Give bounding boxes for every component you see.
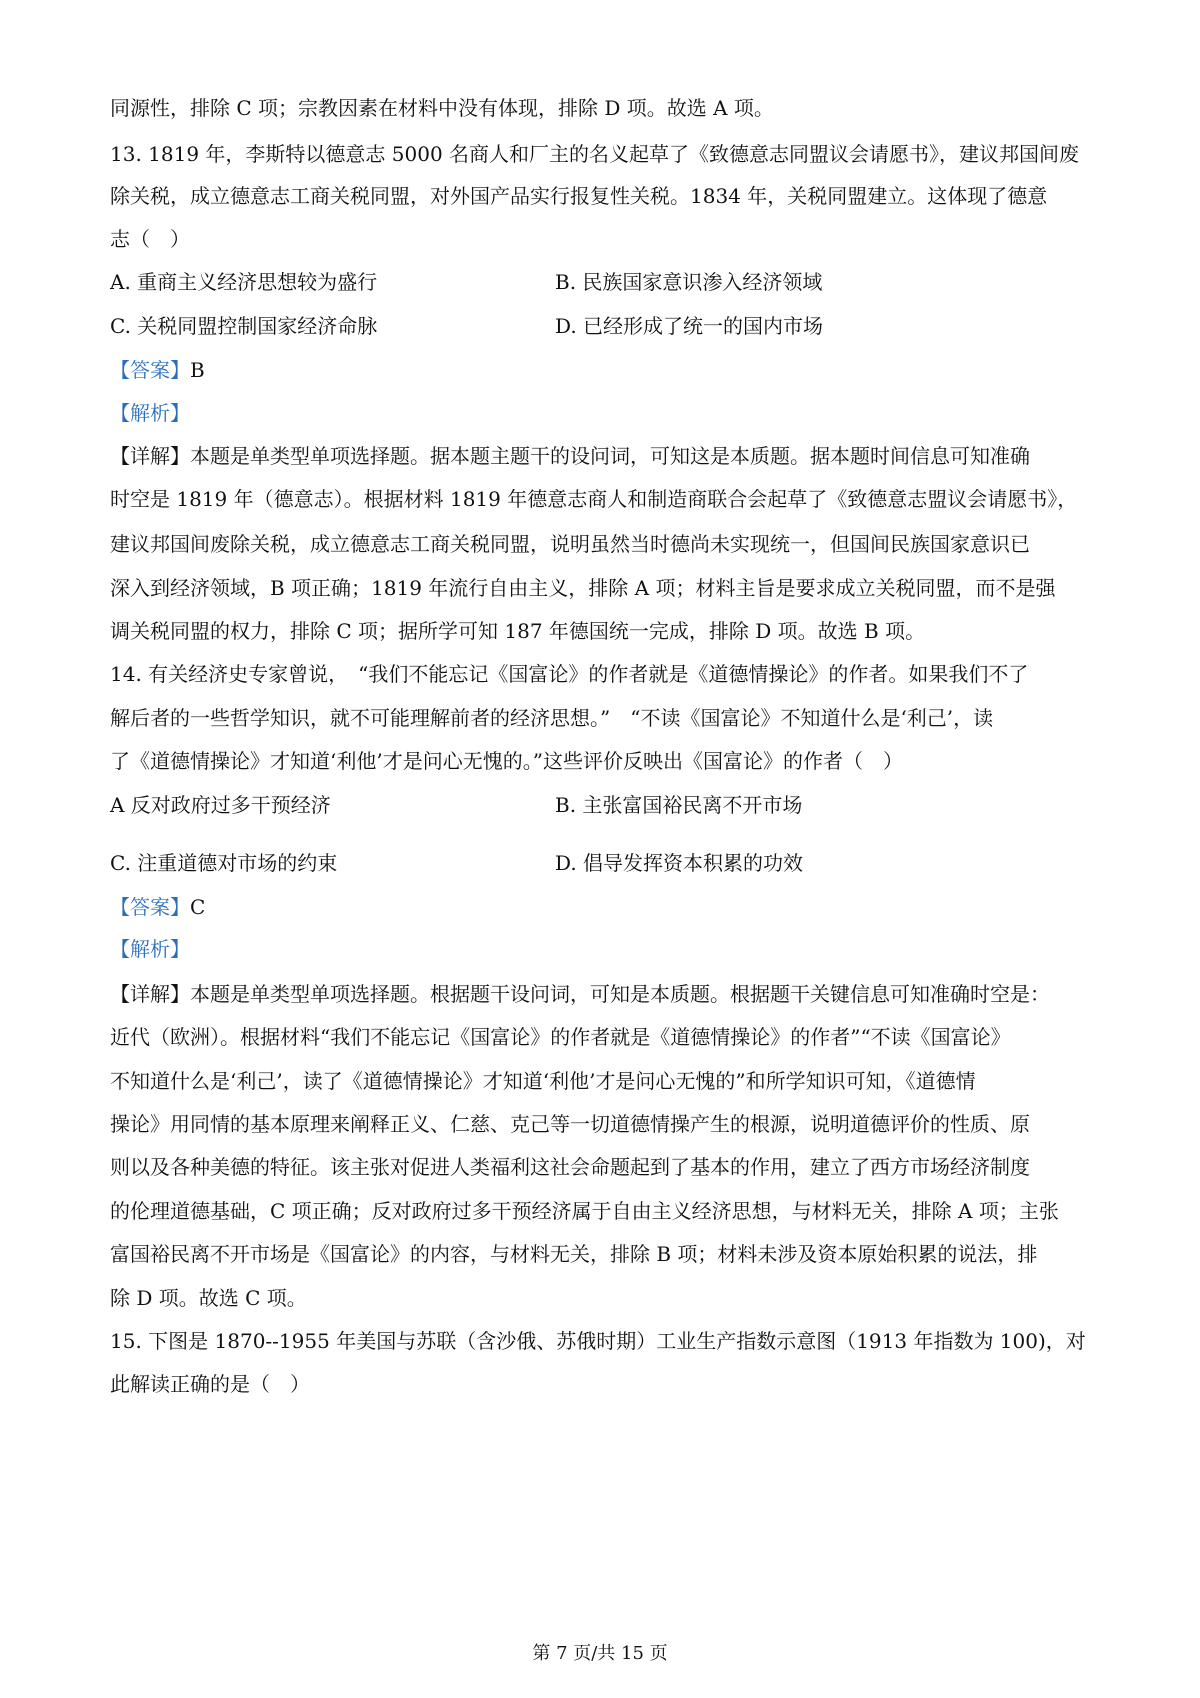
q13-answer: [110, 356, 1100, 384]
q14-stem-line: 了《道德情操论》才知道‘利他’才是问心无愧的。”这些评价反映出《国富论》的作者（ ）: [110, 749, 903, 773]
q14-detail-line: 的伦理道德基础，C 项正确；反对政府过多干预经济属于自由主义经济思想，与材料无关，排除 A 项；主张: [110, 1199, 1059, 1223]
q13-stem-line: 除关税，成立德意志工商关税同盟，对外国产品实行报复性关税。1834 年，关税同盟建立。这体现了德意: [110, 184, 1048, 208]
q14-option-d: D. 倡导发挥资本积累的功效: [555, 851, 804, 875]
answer-value: C: [190, 895, 206, 919]
q13-analysis-label: 【解析】: [110, 401, 190, 425]
text-line: 同源性，排除 C 项；宗教因素在材料中没有体现，排除 D 项。故选 A 项。: [110, 96, 774, 120]
q13-option-b: B. 民族国家意识渗入经济领域: [555, 270, 823, 294]
q13-option-d: D. 已经形成了统一的国内市场: [555, 314, 824, 338]
q14-detail-line: 操论》用同情的基本原理来阐释正义、仁慈、克己等一切道德情操产生的根源，说明道德评价的性质、原: [110, 1112, 1030, 1136]
answer-value: B: [190, 358, 205, 382]
q15-stem-line: 15. 下图是 1870--1955 年美国与苏联（含沙俄、苏俄时期）工业生产指数示意图（1913 年指数为 100)，对: [110, 1329, 1086, 1353]
q14-stem-line: 解后者的一些哲学知识，就不可能理解前者的经济思想。” “不读《国富论》不知道什么是‘利己’，读: [110, 706, 994, 730]
q13-detail-line: 【详解】本题是单类型单项选择题。据本题主题干的设问词，可知这是本质题。据本题时间信息可知准确: [110, 444, 1030, 468]
q14-option-b: B. 主张富国裕民离不开市场: [555, 793, 803, 817]
q13-detail-line: 时空是 1819 年（德意志）。根据材料 1819 年德意志商人和制造商联合会起草了《致德意志盟议会请愿书》，: [110, 487, 1078, 511]
q13-stem-line: 志（ ）: [110, 227, 190, 251]
q14-detail-line: 富国裕民离不开市场是《国富论》的内容，与材料无关，排除 B 项；材料未涉及资本原始积累的说法，排: [110, 1242, 1038, 1266]
q14-stem-line: 14. 有关经济史专家曾说， “我们不能忘记《国富论》的作者就是《道德情操论》的作者。如果我们不了: [110, 662, 1029, 686]
detail-label: 【详解】: [110, 444, 190, 468]
q13-detail-line: 深入到经济领域，B 项正确；1819 年流行自由主义，排除 A 项；材料主旨是要求成立关税同盟，而不是强: [110, 576, 1056, 600]
q14-option-a: A 反对政府过多干预经济: [110, 793, 331, 817]
q14-analysis-label: 【解析】: [110, 937, 190, 961]
q13-option-c: C. 关税同盟控制国家经济命脉: [110, 314, 378, 338]
q13-stem-line: 13. 1819 年，李斯特以德意志 5000 名商人和厂主的名义起草了《致德意志同盟议会请愿书》，建议邦国间废: [110, 142, 1080, 166]
q13-option-a: A. 重商主义经济思想较为盛行: [110, 270, 378, 294]
q14-detail-line: 【详解】本题是单类型单项选择题。根据题干设问词，可知是本质题。根据题干关键信息可知准确时空是：: [110, 982, 1050, 1006]
q14-detail-line: 近代（欧洲）。根据材料“我们不能忘记《国富论》的作者就是《道德情操论》的作者”“不读《国富论》: [110, 1025, 1011, 1049]
answer-label: 【答案】: [110, 358, 190, 382]
q13-detail-line: 调关税同盟的权力，排除 C 项；据所学可知 187 年德国统一完成，排除 D 项。故选 B 项。: [110, 619, 926, 643]
q14-detail-line: 不知道什么是‘利己’，读了《道德情操论》才知道‘利他’才是问心无愧的”和所学知识可知，《道德情: [110, 1069, 976, 1093]
q15-stem-line: 此解读正确的是（ ）: [110, 1372, 310, 1396]
q14-detail-line: 除 D 项。故选 C 项。: [110, 1286, 307, 1310]
q14-detail-line: 则以及各种美德的特征。该主张对促进人类福利这社会命题起到了基本的作用，建立了西方市场经济制度: [110, 1155, 1030, 1179]
detail-label: 【详解】: [110, 982, 190, 1006]
page-number: 第 7 页/共 15 页: [532, 1643, 668, 1664]
answer-label: 【答案】: [110, 895, 190, 919]
q14-option-c: C. 注重道德对市场的约束: [110, 851, 338, 875]
q14-answer: [110, 893, 1100, 921]
q13-detail-line: 建议邦国间废除关税，成立德意志工商关税同盟，说明虽然当时德尚未实现统一，但国间民族国家意识已: [110, 532, 1030, 556]
